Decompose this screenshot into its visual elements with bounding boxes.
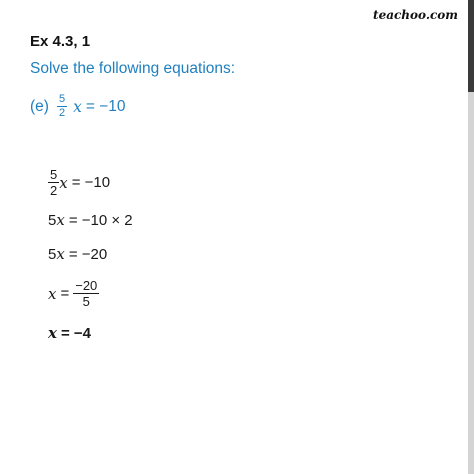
fraction-numerator: −20 [75,278,98,293]
final-answer [48,324,133,342]
step-fraction [73,279,99,308]
question-fraction [57,94,67,119]
step-rhs: = −10 [71,174,111,191]
step-fraction [48,168,59,197]
variable-x: x [59,173,68,192]
step-lhs: 5 [48,211,57,229]
scrollbar-thumb[interactable] [468,0,474,92]
variable-x: x [73,97,82,116]
step-rhs: = −10 × 2 [68,211,133,229]
solution-step-1 [48,168,133,197]
question-equation [30,94,125,119]
exercise-heading: Ex 4.3, 1 [30,33,91,50]
fraction-numerator: 5 [58,93,66,105]
teachoo-logo: teachoo.com [373,8,458,22]
step-rhs: = −20 [68,245,108,263]
variable-x: x [56,245,65,263]
solution-steps [48,168,133,342]
fraction-numerator: 5 [50,167,58,182]
fraction-denominator: 5 [82,294,90,309]
fraction-denominator: 2 [50,183,58,198]
instruction-text: Solve the following equations: [30,60,236,77]
equals-sign: = [60,285,70,302]
variable-x: x [48,284,57,303]
equation-rhs: = −10 [85,97,126,115]
solution-step-4 [48,279,133,308]
part-label: (e) [30,97,49,115]
variable-x: x [56,211,65,229]
solution-step-2 [48,211,133,229]
variable-x: x [48,324,57,342]
step-lhs: 5 [48,245,57,263]
fraction-denominator: 2 [58,107,66,119]
answer-value: = −4 [60,324,91,342]
scrollbar[interactable] [468,0,474,474]
solution-step-3 [48,245,133,263]
